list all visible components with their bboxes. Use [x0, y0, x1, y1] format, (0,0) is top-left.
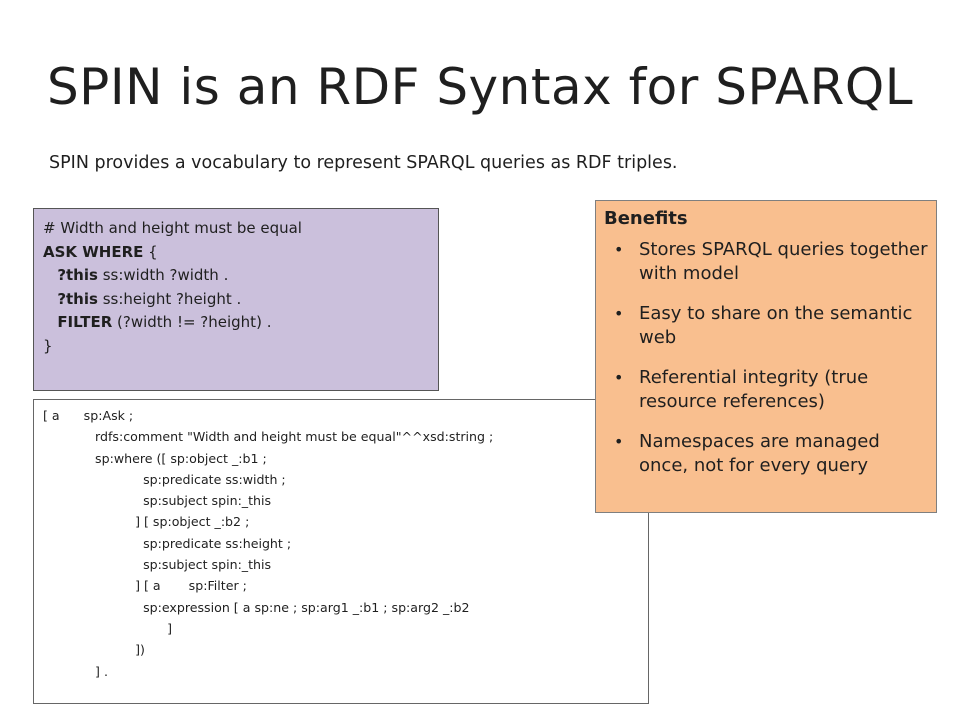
turtle-line: sp:subject spin:_this	[43, 557, 272, 573]
turtle-line: rdfs:comment "Width and height must be equal"^^xsd:string ;	[43, 429, 494, 445]
benefit-text: Stores SPARQL queries together with model	[639, 239, 928, 284]
sparql-open-brace: {	[143, 242, 158, 261]
sparql-this-var: ?this	[57, 289, 98, 308]
turtle-line: sp:expression [ a sp:ne ; sp:arg1 _:b1 ; sp:arg2 _:b2	[43, 599, 470, 615]
sparql-comment-line: # Width and height must be equal	[43, 219, 302, 237]
benefit-item	[604, 238, 928, 286]
sparql-filter-line	[43, 311, 438, 335]
benefits-list	[604, 238, 928, 478]
turtle-line: sp:where ([ sp:object _:b1 ;	[43, 450, 267, 466]
bullet-icon: •	[614, 432, 624, 451]
benefits-heading: Benefits	[604, 208, 688, 229]
sparql-this-var: ?this	[57, 266, 98, 284]
benefit-text: Namespaces are managed once, not for every query	[639, 431, 880, 476]
sparql-triple-2-rest: ss:height ?height .	[97, 289, 242, 308]
sparql-close-brace: }	[43, 336, 53, 355]
bullet-icon: •	[614, 304, 624, 323]
turtle-line: sp:predicate ss:height ;	[43, 535, 292, 551]
benefit-item	[604, 302, 928, 350]
sparql-ask-keyword: ASK WHERE	[43, 242, 144, 261]
bullet-icon: •	[614, 368, 624, 387]
sparql-triple-1-rest: ss:width ?width .	[97, 266, 229, 284]
benefit-item	[604, 430, 928, 478]
sparql-ask-line	[43, 241, 438, 265]
turtle-line: ] [ a sp:Filter ;	[43, 578, 247, 594]
benefit-text: Easy to share on the semantic web	[639, 303, 913, 348]
sparql-filter-rest: (?width != ?height) .	[112, 313, 272, 331]
slide-title: SPIN is an RDF Syntax for SPARQL	[46, 58, 914, 116]
benefit-text: Referential integrity (true resource references)	[639, 367, 869, 412]
sparql-query-box	[33, 208, 439, 391]
turtle-line: [ a sp:Ask ;	[43, 408, 134, 423]
turtle-code-box	[33, 399, 649, 704]
slide-subtitle: SPIN provides a vocabulary to represent SPARQL queries as RDF triples.	[49, 153, 678, 173]
sparql-filter-keyword: FILTER	[57, 313, 113, 331]
sparql-triple-line-2	[43, 288, 438, 312]
turtle-line: sp:predicate ss:width ;	[43, 471, 286, 487]
benefits-box	[595, 200, 937, 513]
turtle-line: sp:subject spin:_this	[43, 493, 272, 509]
turtle-line: ]	[43, 620, 173, 636]
bullet-icon: •	[614, 240, 624, 259]
turtle-line: ])	[43, 642, 145, 658]
turtle-line: ] .	[43, 663, 108, 679]
sparql-triple-line-1	[43, 264, 438, 288]
turtle-line: ] [ sp:object _:b2 ;	[43, 514, 250, 530]
benefit-item	[604, 366, 928, 414]
